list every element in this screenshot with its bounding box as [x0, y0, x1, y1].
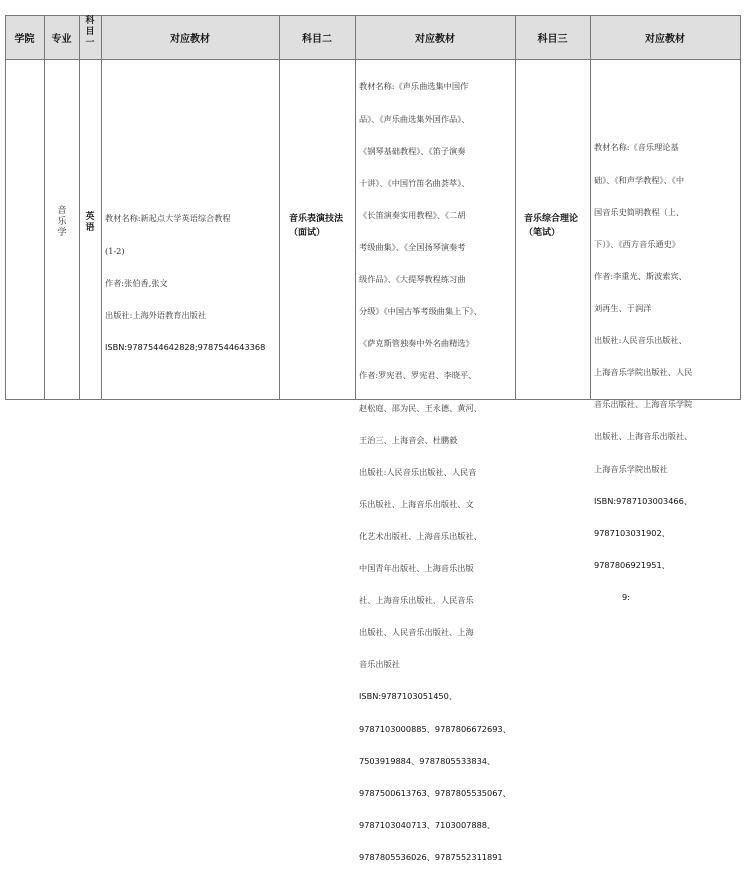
text-line: 音乐出版社、上海音乐学院 [594, 399, 693, 410]
text-line: 国音乐史简明教程（上、 [594, 206, 685, 217]
text-line: 《萨克斯管独奏中外名曲精选》 [359, 338, 474, 349]
text-line: 赵松庭、邵为民、王永德、黄河、 [359, 402, 482, 413]
cell-subject2: 音乐表演技法（面试） [289, 214, 344, 238]
header-college: 学院 [14, 34, 35, 45]
text-line: 9787805536026、9787552311891 [359, 852, 503, 863]
text-line: 础》、《和声学教程》、《中 [594, 174, 685, 185]
text-line: 王治三、上海音会、杜鹏毅 [359, 434, 458, 445]
text-line: 分级》《中国古筝考级曲集上下》、 [359, 306, 482, 317]
text-line: 社、上海音乐出版社、人民音乐 [359, 595, 474, 606]
text-line: 级作品》、《大提琴教程练习曲 [359, 274, 466, 285]
text-line: 7503919884、9787805533834、 [359, 755, 496, 766]
text-line: 上海音乐学院出版社、人民 [594, 367, 693, 378]
cell-materials1 [105, 192, 265, 374]
text-line: 作者:张伯香,张文 [105, 277, 168, 288]
text-line: ISBN:9787544642828;9787544643368 [105, 341, 266, 352]
text-line: 上海音乐学院出版社 [594, 463, 668, 474]
text-line: 教材名称:新起点大学英语综合教程 [105, 213, 231, 224]
text-line: 十讲》、《中国竹笛名曲荟萃》、 [359, 177, 470, 188]
text-line: 作者:李重光、斯波索宾、 [594, 270, 687, 281]
text-line: ISBN:9787103003466、 [594, 495, 693, 506]
col-border [279, 15, 280, 400]
text-line: 9787806921951、 [594, 559, 670, 570]
col-border [515, 15, 516, 400]
text-line: 乐出版社、上海音乐出版社、文 [359, 498, 474, 509]
col-border [355, 15, 356, 400]
cell-subject1: 英语 [85, 212, 95, 233]
cell-subject3: 音乐综合理论（笔试） [524, 214, 579, 238]
col-border [740, 15, 741, 400]
text-line: 刘再生、于润洋 [594, 302, 652, 313]
text-line: 教材名称:《声乐曲选集中国作 [359, 81, 469, 92]
text-line: 作者:罗宪君、罗宪君、李晓平、 [359, 370, 477, 381]
text-line: 9787103040713、7103007888、 [359, 819, 496, 830]
text-line: 考级曲集》、《全国扬琴演奏考 [359, 241, 466, 252]
text-line: 出版社、上海音乐出版社、 [594, 431, 693, 442]
col-border [79, 15, 80, 400]
text-line: 教材名称:《音乐理论基 [594, 142, 679, 153]
text-line: 9787103031902、 [594, 527, 670, 538]
text-line: ISBN:9787103051450、 [359, 691, 458, 702]
header-subject1: 科目一 [85, 16, 95, 48]
header-major: 专业 [51, 34, 72, 45]
header-materials1: 对应教材 [170, 34, 210, 45]
text-line: 出版社:人民音乐出版社、 [594, 335, 687, 346]
col-border [44, 15, 45, 400]
text-line: 《长笛演奏实用教程》、《二胡 [359, 209, 466, 220]
header-subject3: 科目三 [537, 34, 568, 45]
text-line: 《钢琴基础教程》、《笛子演奏 [359, 145, 466, 156]
text-line: 下）》、《西方音乐通史》 [594, 238, 680, 249]
text-line: 9: [622, 591, 630, 602]
text-line: 化艺术出版社、上海音乐出版社、 [359, 530, 482, 541]
cell-major: 音乐学 [57, 206, 67, 238]
text-line: 9787103000885、9787806672693、 [359, 723, 511, 734]
text-line: 出版社:人民音乐出版社、人民音 [359, 466, 477, 477]
text-line: 9787500613763、9787805535067、 [359, 787, 511, 798]
col-border [590, 15, 591, 400]
text-line: 中国青年出版社、上海音乐出版 [359, 563, 474, 574]
col-border [5, 15, 6, 400]
text-line: 品》、《声乐曲选集外国作品》、 [359, 113, 470, 124]
header-materials3: 对应教材 [645, 34, 685, 45]
table-top-border [5, 15, 740, 16]
header-subject2: 科目二 [302, 34, 332, 45]
text-line: 音乐出版社 [359, 659, 400, 670]
text-line: 出版社、人民音乐出版社、上海 [359, 627, 474, 638]
col-border [101, 15, 102, 400]
text-line: 出版社:上海外语教育出版社 [105, 309, 207, 320]
text-line: (1-2) [105, 245, 125, 256]
cell-materials3 [594, 121, 692, 624]
header-materials2: 对应教材 [415, 34, 455, 45]
cell-materials2 [359, 60, 511, 884]
